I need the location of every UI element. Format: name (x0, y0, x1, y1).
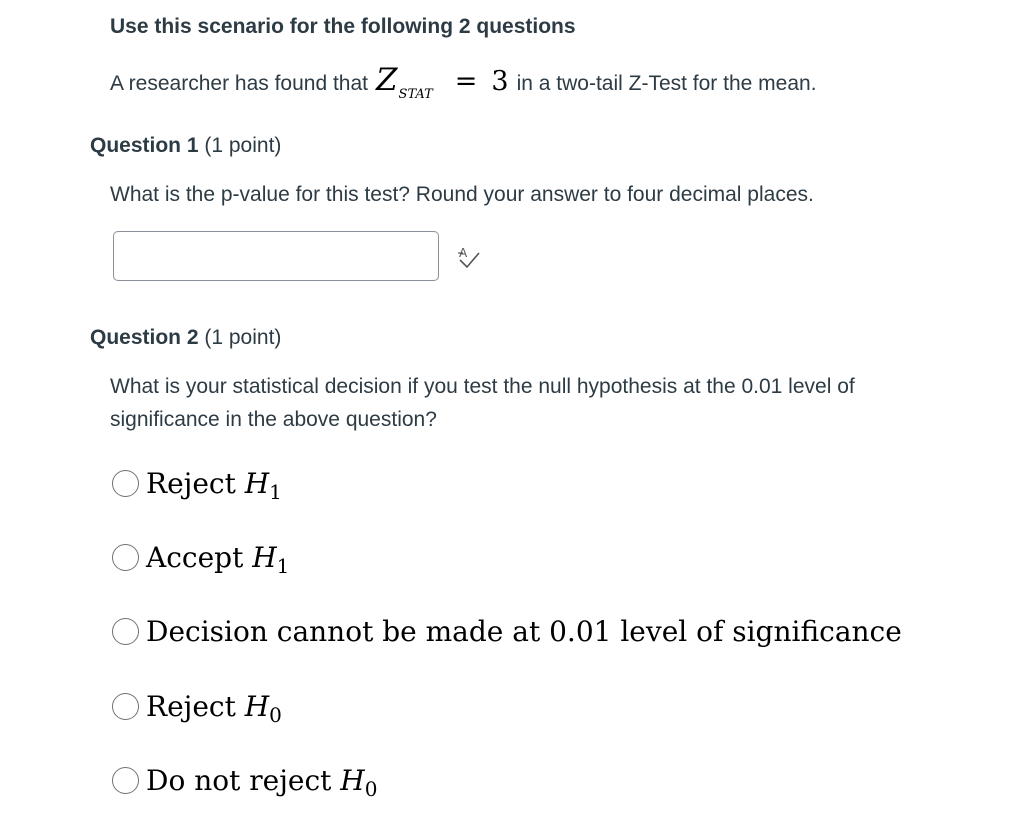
option-label: Decision cannot be made at 0.01 level of significance (146, 614, 902, 648)
radio-button[interactable] (112, 544, 139, 571)
radio-button[interactable] (112, 693, 139, 720)
question-2-header (90, 326, 281, 350)
spellcheck-icon[interactable] (456, 244, 482, 270)
radio-button[interactable] (112, 767, 139, 794)
scenario-title: Use this scenario for the following 2 questions (110, 15, 576, 38)
option-label: Do not reject $H_0$ (146, 763, 378, 801)
equals-sign: = (454, 66, 478, 97)
option-accept-h1[interactable] (112, 537, 289, 577)
z-stat-value: 3 (491, 66, 509, 97)
option-label: Reject $H_1$ (146, 466, 282, 504)
question-1-points: (1 point) (204, 134, 282, 157)
option-do-not-reject-h0[interactable] (112, 760, 377, 800)
radio-button[interactable] (112, 618, 139, 645)
scenario-text-before: A researcher has found that (110, 72, 368, 95)
option-reject-h1[interactable] (112, 463, 282, 503)
question-1-text: What is the p-value for this test? Round your answer to four decimal places. (110, 183, 814, 206)
radio-button[interactable] (112, 470, 139, 497)
option-label: Reject $H_0$ (146, 689, 282, 727)
option-label: Accept $H_1$ (146, 540, 290, 578)
question-2-text: What is your statistical decision if you test the null hypothesis at the 0.01 level of significance in the above question? (110, 375, 855, 431)
scenario-text-after: in a two-tail Z-Test for the mean. (516, 72, 817, 95)
z-stat-symbol: Z (376, 62, 398, 98)
question-1-header (90, 134, 281, 158)
option-reject-h0[interactable] (112, 686, 282, 726)
svg-text:A: A (459, 246, 468, 260)
question-2-label: Question 2 (90, 326, 199, 349)
scenario-text (110, 62, 817, 102)
question-2-points: (1 point) (204, 326, 282, 349)
p-value-answer-input[interactable] (113, 231, 439, 281)
question-1-label: Question 1 (90, 134, 199, 157)
option-decision-cannot-be-made[interactable] (112, 611, 902, 651)
z-stat-subscript: STAT (398, 87, 433, 102)
